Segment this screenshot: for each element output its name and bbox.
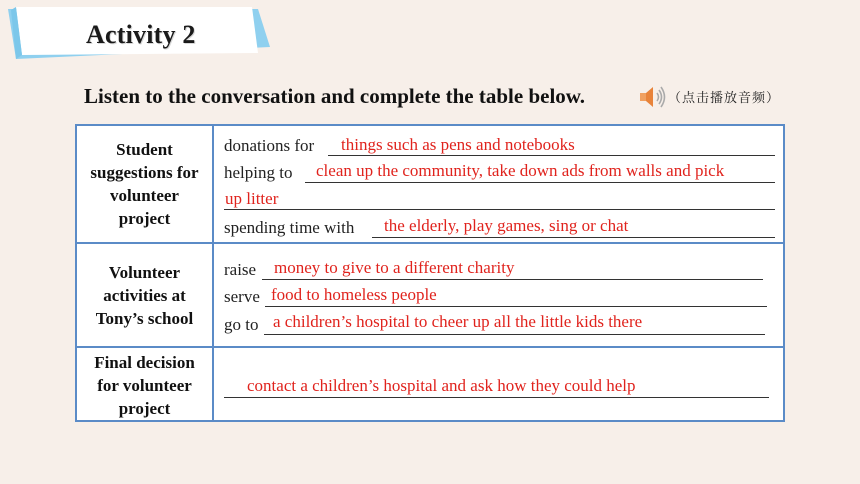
blank-line <box>224 209 775 210</box>
answer-text: the elderly, play games, sing or chat <box>384 216 629 235</box>
table-row <box>77 126 783 244</box>
prompt-text: go to <box>224 315 259 334</box>
activity-banner <box>8 7 270 59</box>
blank-line <box>328 155 775 156</box>
answer-text: things such as pens and notebooks <box>341 135 575 154</box>
activity-title: Activity 2 <box>86 20 196 49</box>
click-to-play-note[interactable]: （点击播放音频） <box>668 91 781 106</box>
prompt-text: spending time with <box>224 218 355 237</box>
answer-text: clean up the community, take down ads from walls and pick <box>316 161 725 180</box>
row-header: Student suggestions for volunteer project <box>77 126 214 242</box>
blank-line <box>224 397 769 398</box>
table-row <box>77 348 783 422</box>
answer-table <box>75 124 785 422</box>
blank-line <box>372 237 775 238</box>
table-row <box>77 244 783 348</box>
answer-text: money to give to a different charity <box>274 258 515 277</box>
row-content <box>216 348 783 422</box>
blank-line <box>262 279 763 280</box>
prompt-text: raise <box>224 260 257 279</box>
row-header: Final decision for volunteer project <box>77 348 214 422</box>
instruction-text: Listen to the conversation and complete the table below. <box>84 84 586 108</box>
blank-line <box>265 306 767 307</box>
answer-text: a children’s hospital to cheer up all the little kids there <box>273 312 643 331</box>
speaker-icon[interactable] <box>637 84 667 110</box>
row-header: Volunteer activities at Tony’s school <box>77 244 214 346</box>
prompt-text: helping to <box>224 163 293 182</box>
row-content <box>216 126 783 242</box>
row-content <box>216 244 783 346</box>
blank-line <box>264 334 765 335</box>
blank-line <box>305 182 775 183</box>
answer-text: contact a children’s hospital and ask how they could help <box>247 376 636 395</box>
prompt-text: donations for <box>224 136 315 155</box>
prompt-text: serve <box>224 287 260 306</box>
answer-text: food to homeless people <box>271 285 437 304</box>
answer-text: up litter <box>225 189 279 208</box>
